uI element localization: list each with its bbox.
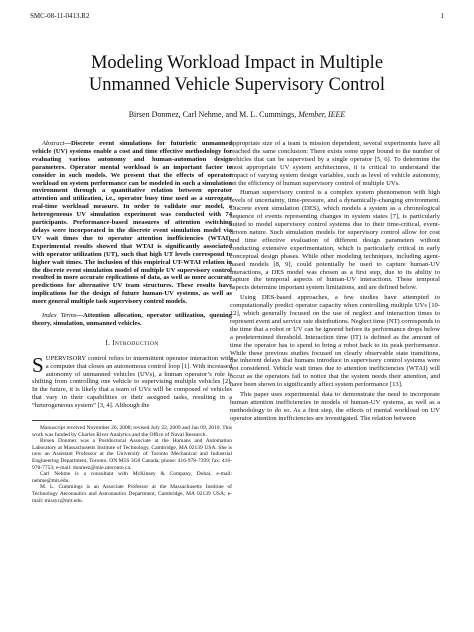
index-terms [32,312,232,328]
footnotes [32,425,232,504]
footnote-3: Carl Nehme is a consultant with McKinsey & Company, Dubai, e-mail: nehme@mit.edu. [32,471,232,484]
index-terms-text: —Attention allocation, operator utilization, queuing theory, simulation, unmanned vehicles. [32,312,232,327]
section-heading-introduction [32,340,232,349]
running-header [30,12,444,20]
manuscript-id: SMC-08-11-0413.R2 [30,12,90,20]
title-line-2: Unmanned Vehicle Supervisory Control [88,75,386,95]
abstract-label: Abstract [42,140,65,147]
intro-paragraph-1-text: UPERVISORY control refers to intermittent operator interaction with a computer that closes an autonomous control loop [1]. With increased autonomy of unmanned vehicles (UVs), a human operator’s role is shifting from controlling one vehicle to supervising multiple vehicles [2]. In the future, it is likely that a team of UVs will be composed of vehicles that vary in their capabilities or their assigned tasks, resulting in a “heterogeneous system” [3, 4]. Although the [32,354,232,410]
body-paragraph-4: This paper uses experimental data to demonstrate the need to incorporate human attention inefficiencies in models of human-UV systems, as well as a methodology to do so. As a first step, the effects of mental workload on UV operator attention inefficiencies are investigated. The relation between [230,391,440,422]
body-paragraph-3: Using DES-based approaches, a few studies have attempted to computationally predict operator capacity when controlling multiple UVs [10-12], which generally focused on the use of neglect and interaction times to represent event and service rate distributions. Neglect time (NT) corresponds to the time that a robot or UV can be ignored before its performance drops below a predetermined threshold. Interaction time (IT) is defined as the amount of time the operator has to spend to bring a robot back to its peak performance. While these previous studies focused on clearly observable state transitions, the inherent delays that humans introduce in supervisory control systems were not considered. Vehicle wait times due to attention inefficiencies (WTAI) will occur as the operators fail to notice that the system needs their attention, and have been shown to significantly affect system performance [13]. [230,294,441,389]
paper-title [30,52,444,96]
page-number: 1 [440,12,444,20]
author-names: Birsen Donmez, Carl Nehme, and M. L. Cummings, [128,110,297,119]
author-line [30,110,444,119]
index-terms-label: Index Terms [42,312,77,320]
section-title-rest: NTRODUCTION [114,340,159,347]
body-paragraph-1: appropriate size of a team is mission dependent, several experiments have all reached the same conclusion: There exists some upper bound to the number of vehicles that can be supervised by a single operator [5, 6]. To determine the most appropriate UV system architectures, it is critical to understand the impact of varying system design variables, such as level of vehicle autonomy, on the efficiency of human supervisory control of multiple UVs. [230,140,440,187]
footnote-divider [32,420,112,421]
left-column [32,140,232,504]
footnote-2: Birsen Donmez was a Postdoctoral Associate at the Humans and Automation Laboratory at Massachusetts Institute of Technology, Cambridge, MA 02139 USA. She is now an Assistant Professor at the University of Toronto Mechanical and Industrial Engineering Department, Toronto, ON M5S 3G8 Canada; phone: 416-978-7399; fax: 416-978-7753; e-mail: donmez@mie.utoronto.ca. [32,438,232,471]
footnote-4: M. L. Cummings is an Associate Professor at the Massachusetts Institute of Technology Aeronautics and Astronautics Department, Cambridge, MA 02139 USA; e-mail: missyc@mit.edu. [32,484,232,504]
author-role: Member, IEEE [298,110,346,119]
abstract [32,140,232,306]
intro-paragraph-1 [32,352,232,410]
drop-cap: S [32,352,44,377]
right-column [230,140,440,425]
abstract-text: —Discrete event simulations for futuristic unmanned vehicle (UV) systems enable a cost and time effective methodology for evaluating various autonomy and human-automation design parameters. Operator mental workload is an important factor to consider in such models. We present that the effects of operator workload on system performance can be modeled in such a simulation environment through a quantitative relation between operator attention and utilization, i.e., operator busy time used as a surrogate real-time workload measure. In order to validate our model, a heterogeneous UV simulation experiment was conducted with 74 participants. Performance-based measures of attention switching delays were incorporated in the discrete event simulation model via UV wait times due to operator attention inefficiencies (WTAI). Experimental results showed that WTAI is significantly associated with operator utilization (UT), such that high UT levels correspond to higher wait times. The inclusion of this empirical UT-WTAI relation in the discrete event simulation model of multiple UV supervisory control resulted in more accurate replications of data, as well as more accurate predictions for alternative UV team structures. These results have implications for the design of future human-UV systems, as well as more general multiple task supervisory control models. [32,140,232,306]
title-line-1: Modeling Workload Impact in Multiple [90,53,384,73]
body-paragraph-2: Human supervisory control is a complex system phenomenon with high levels of uncertainty, time-pressure, and a dynamically-changing environment. Discrete event simulation (DES), which models a system as a chronological sequence of events representing changes in system states [7], is particularly suited to model supervisory control systems due to their time-critical, event-driven nature. Such simulation models for supervisory control allow for cost and time effective evaluation of different design parameters without conducting extensive experimentation, which is particularly critical in early conceptual design phases. While other modeling techniques, including agent-based models [8, 9], could potentially be used to capture human-UV interactions, a DES model was chosen as a first step, due to its ability to capture the temporal aspects of human-UV interactions. These temporal aspects determine important system limitations, and are defined below. [230,189,440,292]
section-numeral: I. [105,338,111,347]
section-title-cap: I [112,338,115,347]
footnote-1: Manuscript received November 26, 2008; revised July 22, 2009 and Jan 09, 2010. This work was funded by Charles River Analytics and the Office of Naval Research. [32,425,232,438]
